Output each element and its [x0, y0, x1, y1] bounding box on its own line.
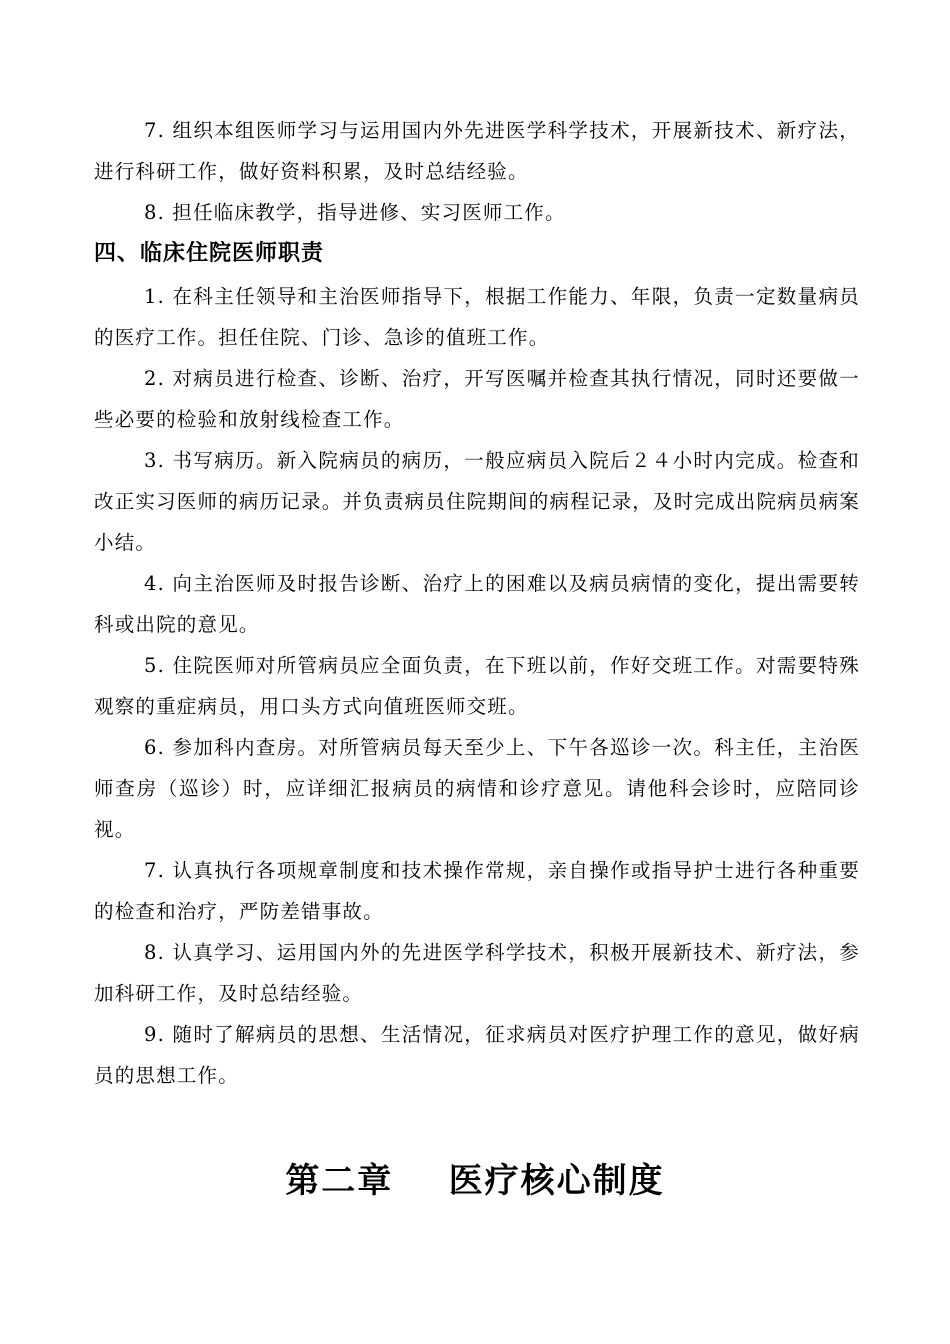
resident-duty-5: 5. 住院医师对所管病员应全面负责，在下班以前，作好交班工作。对需要特殊观察的重症病员，用口头方式向值班医师交班。: [94, 654, 860, 718]
chapter-title: 第二章 医疗核心制度: [285, 1161, 665, 1201]
section-heading: 四、临床住院医师职责: [94, 241, 325, 266]
resident-duty-1: 1. 在科主任领导和主治医师指导下，根据工作能力、年限，负责一定数量病员的医疗工作。担任住院、门诊、急诊的值班工作。: [94, 285, 860, 349]
duty-item-8: 8. 担任临床教学，指导进修、实习医师工作。: [144, 201, 566, 224]
duty-item-7: 7. 组织本组医师学习与运用国内外先进医学科学技术，开展新技术、新疗法，进行科研工作，做好资料积累，及时总结经验。: [94, 119, 860, 183]
resident-duty-7: 7. 认真执行各项规章制度和技术操作常规，亲自操作或指导护士进行各种重要的检查和治疗，严防差错事故。: [94, 859, 860, 923]
resident-duties-body: [94, 276, 860, 1096]
resident-duty-4: 4. 向主治医师及时报告诊断、治疗上的困难以及病员病情的变化，提出需要转科或出院的意见。: [94, 572, 860, 636]
previous-section-body: [94, 110, 860, 233]
resident-duty-2: 2. 对病员进行检查、诊断、治疗，开写医嘱并检查其执行情况，同时还要做一些必要的检验和放射线检查工作。: [94, 367, 860, 431]
resident-duty-6: 6. 参加科内查房。对所管病员每天至少上、下午各巡诊一次。科主任，主治医师查房（巡诊）时，应详细汇报病员的病情和诊疗意见。请他科会诊时，应陪同诊视。: [94, 736, 860, 841]
resident-duty-3: 3. 书写病历。新入院病员的病历，一般应病员入院后２４小时内完成。检查和改正实习医师的病历记录。并负责病员住院期间的病程记录，及时完成出院病员病案小结。: [94, 449, 860, 554]
resident-duty-8: 8. 认真学习、运用国内外的先进医学科学技术，积极开展新技术、新疗法，参加科研工作，及时总结经验。: [94, 941, 860, 1005]
resident-duty-9: 9. 随时了解病员的思想、生活情况，征求病员对医疗护理工作的意见，做好病员的思想工作。: [94, 1023, 860, 1087]
